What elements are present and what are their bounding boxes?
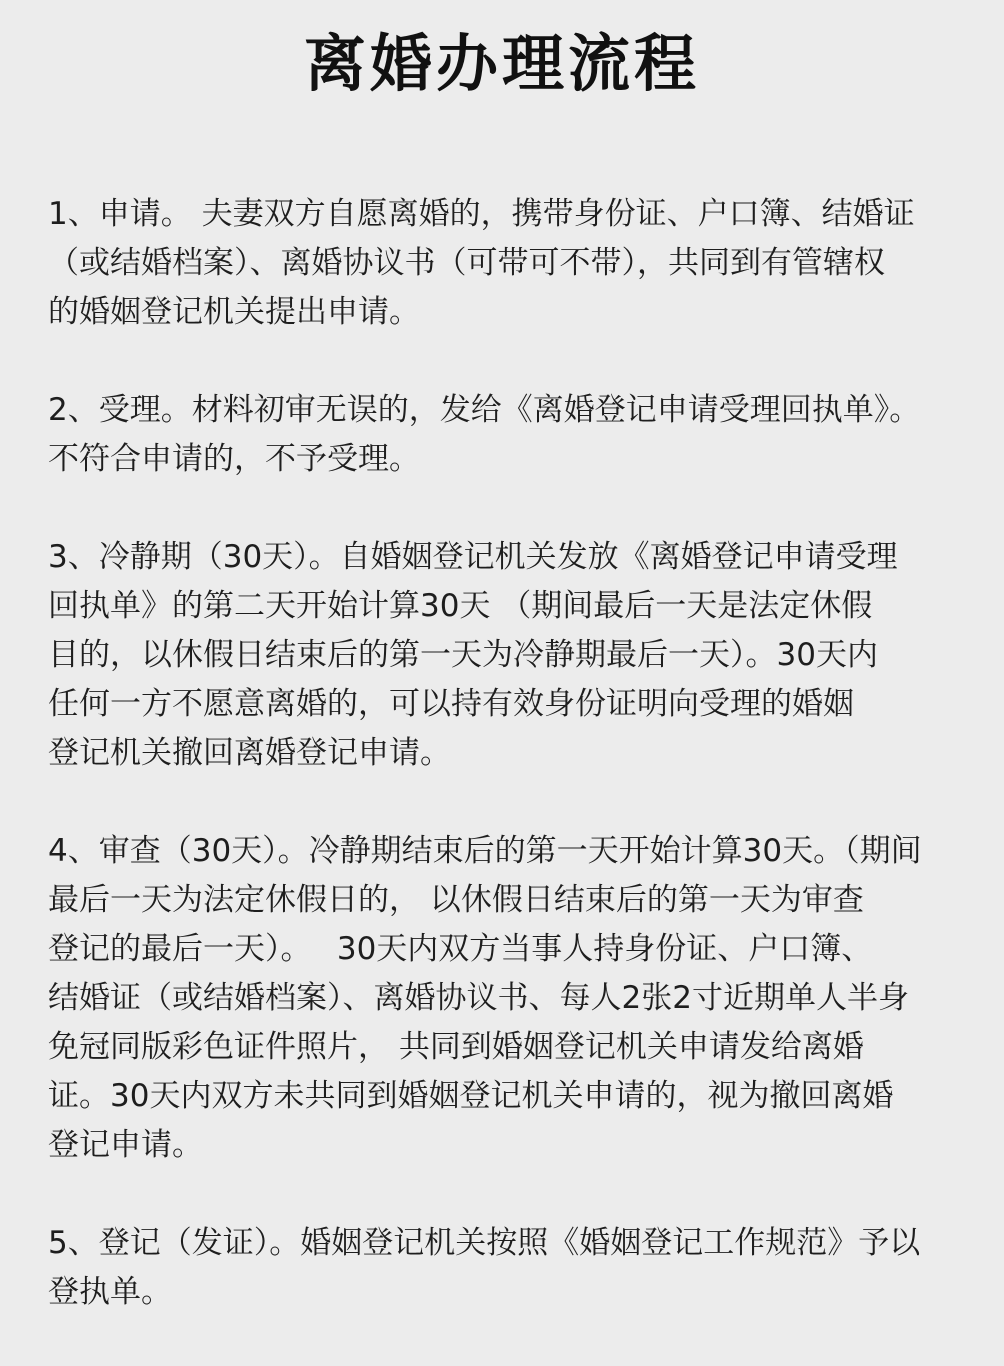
document-body bbox=[48, 190, 968, 1366]
step-5-line-1: 5、登记（发证）。婚姻登记机关按照《婚姻登记工作规范》予以 bbox=[48, 1225, 921, 1261]
step-1-line-2: （或结婚档案）、离婚协议书（可带可不带），共同到有管辖权 bbox=[48, 245, 885, 281]
step-3-line-2: 回执单》的第二天开始计算30天 （期间最后一天是法定休假 bbox=[48, 588, 873, 624]
step-4-line-5: 免冠同版彩色证件照片， 共同到婚姻登记机关申请发给离婚 bbox=[48, 1029, 864, 1065]
step-4-line-3: 登记的最后一天）。 30天内双方当事人持身份证、户口簿、 bbox=[48, 931, 873, 967]
step-4-line-2: 最后一天为法定休假日的， 以休假日结束后的第一天为审查 bbox=[48, 882, 864, 918]
step-3-line-4: 任何一方不愿意离婚的，可以持有效身份证明向受理的婚姻 bbox=[48, 686, 854, 722]
step-2-accept bbox=[48, 386, 968, 484]
step-1-line-1: 1、申请。 夫妻双方自愿离婚的，携带身份证、户口簿、结婚证 bbox=[48, 196, 915, 232]
step-1-line-3: 的婚姻登记机关提出申请。 bbox=[48, 294, 420, 330]
step-2-line-2: 不符合申请的，不予受理。 bbox=[48, 441, 420, 477]
step-4-line-1: 4、审查（30天）。冷静期结束后的第一天开始计算30天。（期间 bbox=[48, 833, 922, 869]
step-1-apply bbox=[48, 190, 968, 337]
step-3-line-1: 3、冷静期（30天）。自婚姻登记机关发放《离婚登记申请受理 bbox=[48, 539, 898, 575]
step-3-cooling-period bbox=[48, 533, 968, 778]
step-5-line-2: 登执单。 bbox=[48, 1274, 172, 1310]
page-title: 离婚办理流程 bbox=[303, 27, 700, 100]
step-4-line-6: 证。30天内双方未共同到婚姻登记机关申请的，视为撤回离婚 bbox=[48, 1078, 894, 1114]
step-3-line-5: 登记机关撤回离婚登记申请。 bbox=[48, 735, 451, 771]
step-4-line-4: 结婚证（或结婚档案）、离婚协议书、每人2张2寸近期单人半身 bbox=[48, 980, 909, 1016]
step-3-line-3: 目的，以休假日结束后的第一天为冷静期最后一天）。30天内 bbox=[48, 637, 878, 673]
step-5-register bbox=[48, 1219, 968, 1317]
step-2-line-1: 2、受理。材料初审无误的，发给《离婚登记申请受理回执单》。 bbox=[48, 392, 921, 428]
step-4-review bbox=[48, 827, 968, 1170]
step-4-line-7: 登记申请。 bbox=[48, 1127, 203, 1163]
